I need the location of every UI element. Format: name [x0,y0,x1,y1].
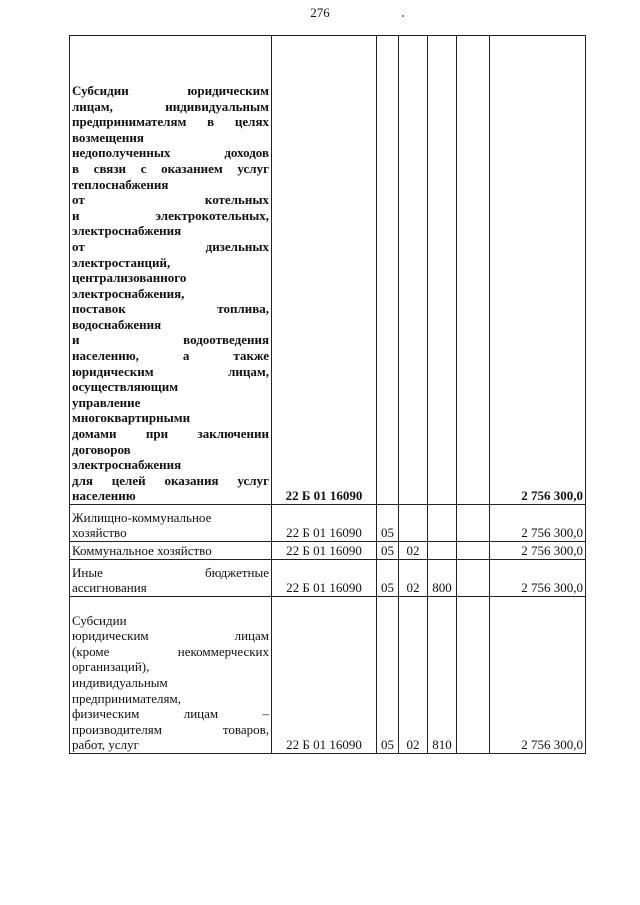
section-cell: 05 [377,505,399,542]
section-cell [377,36,399,505]
row-name-line: теплоснабжения [72,176,169,192]
target-code-cell: 22 Б 01 16090 [272,36,377,505]
sum-cell: 2 756 300,0 [490,597,586,754]
row-name-line: недополученных доходов [72,145,269,161]
section-cell: 05 [377,560,399,597]
row-name-line: электроснабжения [72,457,182,473]
row-name-line: предпринимателям в целях [72,114,269,130]
extra-cell [457,542,490,560]
extra-cell [457,36,490,505]
target-code-cell: 22 Б 01 16090 [272,597,377,754]
expense-type-cell [428,505,457,542]
table-row [70,597,586,754]
row-name-line: от дизельных [72,238,269,254]
row-name-line: водоснабжения [72,316,162,332]
row-name-line: ассигнования [72,580,147,596]
row-name-line: физическим лицам – [72,706,269,722]
row-name-line: домами при заключении [72,426,269,442]
row-name-line: многоквартирными [72,410,191,426]
expense-type-cell [428,36,457,505]
scan-speck [402,15,404,17]
row-name-line: производителям товаров, [72,721,269,737]
extra-cell [457,597,490,754]
row-name-cell [70,560,272,597]
row-name-cell [70,542,272,560]
sum-cell: 2 756 300,0 [490,505,586,542]
row-name-line: в связи с оказанием услуг [72,160,269,176]
row-name-cell [70,505,272,542]
row-name-line: от котельных [72,192,269,208]
expense-type-cell [428,542,457,560]
row-name-line: электроснабжения [72,223,182,239]
row-name-line: лицам, индивидуальным [72,98,269,114]
row-name-line: Коммунальное хозяйство [72,543,212,559]
sum-cell: 2 756 300,0 [490,36,586,505]
row-name-line: Субсидии юридическим [72,82,269,98]
row-name-line: поставок топлива, [72,301,269,317]
row-name-line: и электрокотельных, [72,207,269,223]
target-code-cell: 22 Б 01 16090 [272,505,377,542]
row-name-line: Иные бюджетные [72,564,269,580]
row-name-line: хозяйство [72,525,127,541]
row-name-cell [70,597,272,754]
row-name-line: возмещения [72,129,144,145]
expense-type-cell: 810 [428,597,457,754]
subsection-cell: 02 [399,560,428,597]
row-name-line: (кроме некоммерческих [72,643,269,659]
row-name-line: осуществляющим [72,379,179,395]
row-name-line: работ, услуг [72,737,140,753]
subsection-cell [399,36,428,505]
row-name-line: индивидуальным [72,675,168,691]
row-name-line: централизованного [72,270,187,286]
row-name-line: предпринимателям, [72,690,181,706]
row-name-line: договоров [72,441,131,457]
table-row [70,36,586,505]
row-name-line: юридическим лицам, [72,363,269,379]
table-row [70,560,586,597]
extra-cell [457,560,490,597]
row-name-line: населению [72,488,136,504]
subsection-cell [399,505,428,542]
section-cell: 05 [377,542,399,560]
target-code-cell: 22 Б 01 16090 [272,560,377,597]
table-row [70,505,586,542]
row-name-line: Субсидии [72,612,127,628]
sum-cell: 2 756 300,0 [490,560,586,597]
row-name-line: населению, а также [72,348,269,364]
row-name-line: управление [72,394,141,410]
sum-cell: 2 756 300,0 [490,542,586,560]
target-code-cell: 22 Б 01 16090 [272,542,377,560]
expense-type-cell: 800 [428,560,457,597]
extra-cell [457,505,490,542]
row-name-line: электростанций, [72,254,171,270]
row-name-line: электроснабжения, [72,285,185,301]
table-row [70,542,586,560]
row-name-line: и водоотведения [72,332,269,348]
row-name-line: Жилищно-коммунальное [72,509,212,525]
row-name-line: юридическим лицам [72,628,269,644]
row-name-line: для целей оказания услуг [72,472,269,488]
row-name-cell [70,36,272,505]
subsection-cell: 02 [399,597,428,754]
subsection-cell: 02 [399,542,428,560]
section-cell: 05 [377,597,399,754]
row-name-line: организаций), [72,659,150,675]
page-number: 276 [310,5,330,20]
budget-table [69,35,586,754]
